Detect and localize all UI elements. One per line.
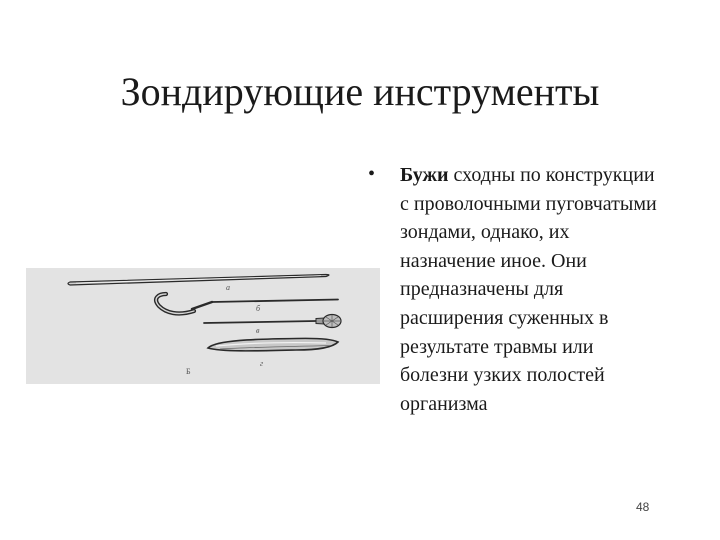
label-v: в: [256, 326, 260, 335]
label-a: а: [226, 283, 230, 292]
hooked-bougie: [156, 294, 338, 313]
bullet-term: Бужи: [400, 164, 449, 186]
label-g: г: [260, 359, 264, 368]
bullet-body: сходны по конструкции с проволочными пуговчатыми зондами, однако, их назначение иное. Они предназначены для расширения суженных в результате травмы или болезни узких полостей организма: [400, 164, 657, 415]
bulb-bougie: [204, 315, 341, 328]
bullet-item: [400, 161, 666, 418]
instruments-illustration: [26, 268, 380, 384]
page-number: 48: [636, 500, 650, 514]
label-side: Б: [186, 367, 191, 376]
bullet-marker: •: [368, 163, 376, 185]
label-b: б: [256, 304, 261, 313]
elastic-bougie: [208, 338, 338, 351]
straight-bougie: [68, 275, 329, 286]
slide-title: Зондирующие инструменты: [120, 69, 600, 114]
